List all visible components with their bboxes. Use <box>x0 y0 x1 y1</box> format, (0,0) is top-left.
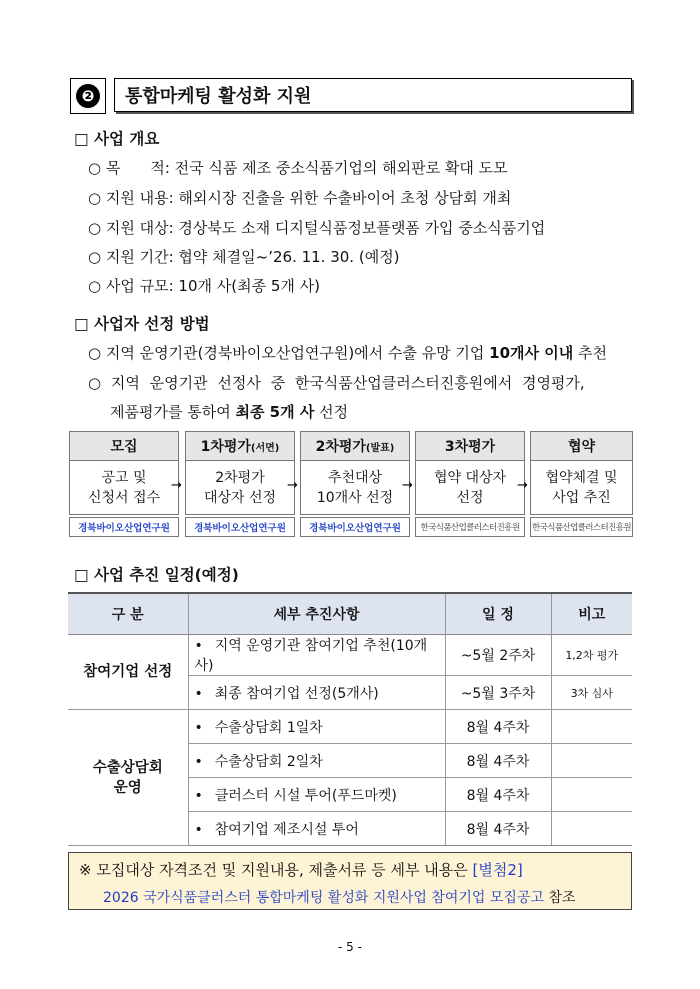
column-header: 비고 <box>551 593 632 635</box>
text-segment: 선정 <box>314 403 349 421</box>
flow-step-body-line: 신청서 접수 <box>87 489 161 506</box>
flow-step-body-line: 협약체결 및 <box>545 469 618 486</box>
note-cell: 3차 심사 <box>551 676 632 710</box>
notice-line-2 <box>79 887 621 907</box>
note-cell: 1,2차 평가 <box>551 635 632 676</box>
flow-step-body-line: 선정 <box>456 489 484 506</box>
flow-step-body <box>185 461 295 515</box>
flow-step-body <box>69 461 179 515</box>
overview-item <box>88 275 320 296</box>
flow-step-recruit <box>69 431 179 537</box>
arrow-icon: → <box>517 478 528 493</box>
table-header-row <box>68 593 632 635</box>
selection-heading: □ 사업자 선정 방법 <box>74 315 210 333</box>
overview-item-key: ○ 목 적: <box>88 159 170 177</box>
date-cell: ~5월 3주차 <box>445 676 551 710</box>
flow-step-body-line: 추천대상 <box>327 469 383 486</box>
flow-step-org: 경북바이오산업연구원 <box>185 517 295 537</box>
date-cell: 8월 4주차 <box>445 778 551 812</box>
date-cell: ~5월 2주차 <box>445 635 551 676</box>
overview-item-key: ○ 지원 대상: <box>88 219 174 237</box>
overview-item <box>88 217 545 238</box>
emphasis-text: 최종 5개 사 <box>235 403 315 421</box>
note-cell <box>551 710 632 744</box>
flow-step-body <box>300 461 410 515</box>
flow-step-title: 3차평가 <box>444 439 496 455</box>
overview-item-value: 해외시장 진출을 위한 수출바이어 초청 상담회 개최 <box>178 189 512 207</box>
group-cell <box>68 635 188 710</box>
flow-step-body-line: 공고 및 <box>101 469 147 486</box>
flow-step-body-line: 10개사 선정 <box>316 489 394 506</box>
detail-cell: • 수출상담회 2일차 <box>188 744 445 778</box>
notice-line-1 <box>79 859 621 880</box>
flow-step-head <box>69 431 179 461</box>
detail-cell: • 수출상담회 1일차 <box>188 710 445 744</box>
note-cell <box>551 778 632 812</box>
flow-step-org: 한국식품산업클러스터진흥원 <box>530 517 633 537</box>
flow-step-eval1 <box>185 431 295 537</box>
flow-step-org: 경북바이오산업연구원 <box>69 517 179 537</box>
announcement-title: 2026 국가식품클러스터 통합마케팅 활성화 지원사업 참여기업 모집공고 <box>103 890 545 906</box>
overview-item-key: ○ 지원 내용: <box>88 189 174 207</box>
date-cell: 8월 4주차 <box>445 744 551 778</box>
selection-line-2: ○ 지역 운영기관 선정사 중 한국식품산업클러스터진흥원에서 경영평가, <box>88 374 585 392</box>
arrow-icon: → <box>402 478 413 493</box>
text-segment: 추천 <box>573 344 607 362</box>
flow-step-body <box>530 461 633 515</box>
flow-step-subtitle: (발표) <box>365 442 395 454</box>
flow-step-body-line: 2차평가 <box>215 469 265 486</box>
selection-line-3 <box>110 401 348 422</box>
notice-text: 참조 <box>544 890 576 906</box>
detail-cell: • 최종 참여기업 선정(5개사) <box>188 676 445 710</box>
date-cell: 8월 4주차 <box>445 812 551 846</box>
overview-item-key: ○ 사업 규모: <box>88 277 174 295</box>
date-cell: 8월 4주차 <box>445 710 551 744</box>
arrow-icon: → <box>287 478 298 493</box>
flow-step-org: 한국식품산업클러스터진흥원 <box>415 517 525 537</box>
overview-heading: □ 사업 개요 <box>74 130 160 148</box>
section-number-box <box>70 78 106 114</box>
overview-item-value: 경상북도 소재 디지털식품정보플랫폼 가입 중소식품기업 <box>178 219 546 237</box>
flow-step-agreement <box>530 431 633 537</box>
detail-cell: • 지역 운영기관 참여기업 추천(10개사) <box>188 635 445 676</box>
column-header: 세부 추진사항 <box>188 593 445 635</box>
emphasis-text: 10개사 이내 <box>489 344 574 362</box>
overview-item <box>88 157 508 178</box>
flow-step-subtitle: (서면) <box>250 442 280 454</box>
column-header: 구 분 <box>68 593 188 635</box>
schedule-table <box>68 592 632 846</box>
overview-item <box>88 187 511 208</box>
detail-cell: • 클러스터 시설 투어(푸드마켓) <box>188 778 445 812</box>
column-header: 일 정 <box>445 593 551 635</box>
detail-cell: • 참여기업 제조시설 투어 <box>188 812 445 846</box>
arrow-icon: → <box>171 478 182 493</box>
flow-step-eval3 <box>415 431 525 537</box>
section-title: 통합마케팅 활성화 지원 <box>114 78 632 112</box>
flow-step-head <box>185 431 295 461</box>
overview-item-value: 협약 체결일~’26. 11. 30. (예정) <box>178 248 400 266</box>
overview-item <box>88 246 400 267</box>
flow-step-org: 경북바이오산업연구원 <box>300 517 410 537</box>
flow-step-head <box>530 431 633 461</box>
overview-item-value: 전국 식품 제조 중소식품기업의 해외판로 확대 도모 <box>174 159 508 177</box>
flow-step-title: 협약 <box>567 439 596 455</box>
flow-step-body-line: 대상자 선정 <box>203 489 277 506</box>
group-label: 수출상담회 <box>92 759 163 776</box>
overview-item-key: ○ 지원 기간: <box>88 248 174 266</box>
flow-step-title: 1차평가 <box>200 439 251 455</box>
table-row <box>68 635 632 676</box>
note-cell <box>551 744 632 778</box>
group-cell <box>68 710 188 846</box>
group-label: 참여기업 선정 <box>83 664 173 680</box>
section-number: ❷ <box>76 84 100 108</box>
overview-item-value: 10개 사(최종 5개 사) <box>178 277 321 295</box>
flow-step-body-line: 협약 대상자 <box>433 469 507 486</box>
notice-text: ※ 모집대상 자격조건 및 지원내용, 제출서류 등 세부 내용은 <box>79 861 473 879</box>
notice-box <box>68 852 632 910</box>
flow-step-eval2 <box>300 431 410 537</box>
page-number: - 5 - <box>338 940 362 954</box>
flow-step-title: 모집 <box>110 439 138 455</box>
schedule-heading: □ 사업 추진 일정(예정) <box>74 566 239 584</box>
flow-step-head <box>300 431 410 461</box>
flow-step-body <box>415 461 525 515</box>
table-row <box>68 710 632 744</box>
selection-line-1 <box>88 342 607 363</box>
text-segment: ○ 지역 운영기관(경북바이오산업연구원)에서 수출 유망 기업 <box>88 344 490 362</box>
flow-step-title: 2차평가 <box>315 439 366 455</box>
note-cell <box>551 812 632 846</box>
flow-step-body-line: 사업 추진 <box>552 489 611 506</box>
text-segment: 제품평가를 통하여 <box>110 403 236 421</box>
group-label: 운영 <box>113 779 142 796</box>
flow-step-head <box>415 431 525 461</box>
attachment-reference: [별첨2] <box>472 861 523 879</box>
